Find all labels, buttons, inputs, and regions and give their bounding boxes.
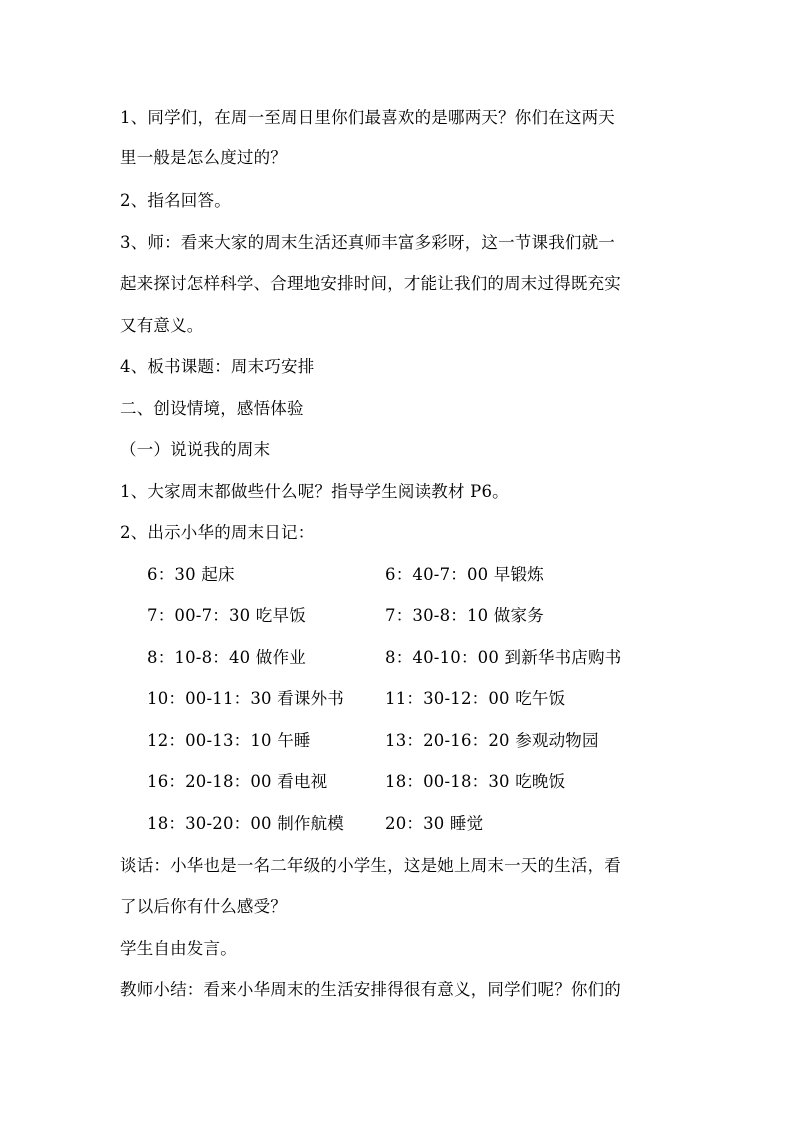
paragraph-line: 又有意义。 <box>120 316 204 335</box>
paragraph-line: 学生自由发言。 <box>120 939 237 958</box>
subsection-heading: （一）说说我的周末 <box>120 440 271 459</box>
paragraph-line: 4、板书课题：周末巧安排 <box>120 357 315 376</box>
paragraph-line: 3、师：看来大家的周末生活还真师丰富多彩呀，这一节课我们就一 <box>120 233 615 252</box>
schedule-item: 12：00-13：10 午睡 <box>147 731 311 750</box>
schedule-item: 18：00-18：30 吃晚饭 <box>385 772 566 791</box>
paragraph-line: 里一般是怎么度过的？ <box>120 148 287 167</box>
paragraph-line: 起来探讨怎样科学、合理地安排时间，才能让我们的周末过得既充实 <box>120 274 621 293</box>
schedule-item: 11：30-12：00 吃午饭 <box>385 689 566 708</box>
schedule-item: 20：30 睡觉 <box>385 814 484 833</box>
schedule-item: 6：30 起床 <box>147 565 235 584</box>
schedule-item: 8：10-8：40 做作业 <box>147 648 306 667</box>
schedule-item: 10：00-11：30 看课外书 <box>147 689 345 708</box>
schedule-item: 7：30-8：10 做家务 <box>385 606 544 625</box>
paragraph-line: 2、指名回答。 <box>120 191 231 210</box>
paragraph-line: 了以后你有什么感受？ <box>120 897 287 916</box>
schedule-item: 7：00-7：30 吃早饭 <box>147 606 306 625</box>
paragraph-line: 2、出示小华的周末日记： <box>120 523 315 542</box>
paragraph-line: 教师小结：看来小华周末的生活安排得很有意义，同学们呢？你们的 <box>120 980 621 999</box>
section-heading: 二、创设情境，感悟体验 <box>120 399 304 418</box>
schedule-item: 8：40-10：00 到新华书店购书 <box>385 648 622 667</box>
schedule-item: 16：20-18：00 看电视 <box>147 772 328 791</box>
paragraph-line: 1、同学们，在周一至周日里你们最喜欢的是哪两天？你们在这两天 <box>120 108 615 127</box>
paragraph-line: 谈话：小华也是一名二年级的小学生，这是她上周末一天的生活，看 <box>120 856 621 875</box>
schedule-item: 18：30-20：00 制作航模 <box>147 814 345 833</box>
schedule-item: 13：20-16：20 参观动物园 <box>385 731 599 750</box>
paragraph-line: 1、大家周末都做些什么呢？指导学生阅读教材 P6。 <box>120 482 509 501</box>
schedule-item: 6：40-7：00 早锻炼 <box>385 565 544 584</box>
